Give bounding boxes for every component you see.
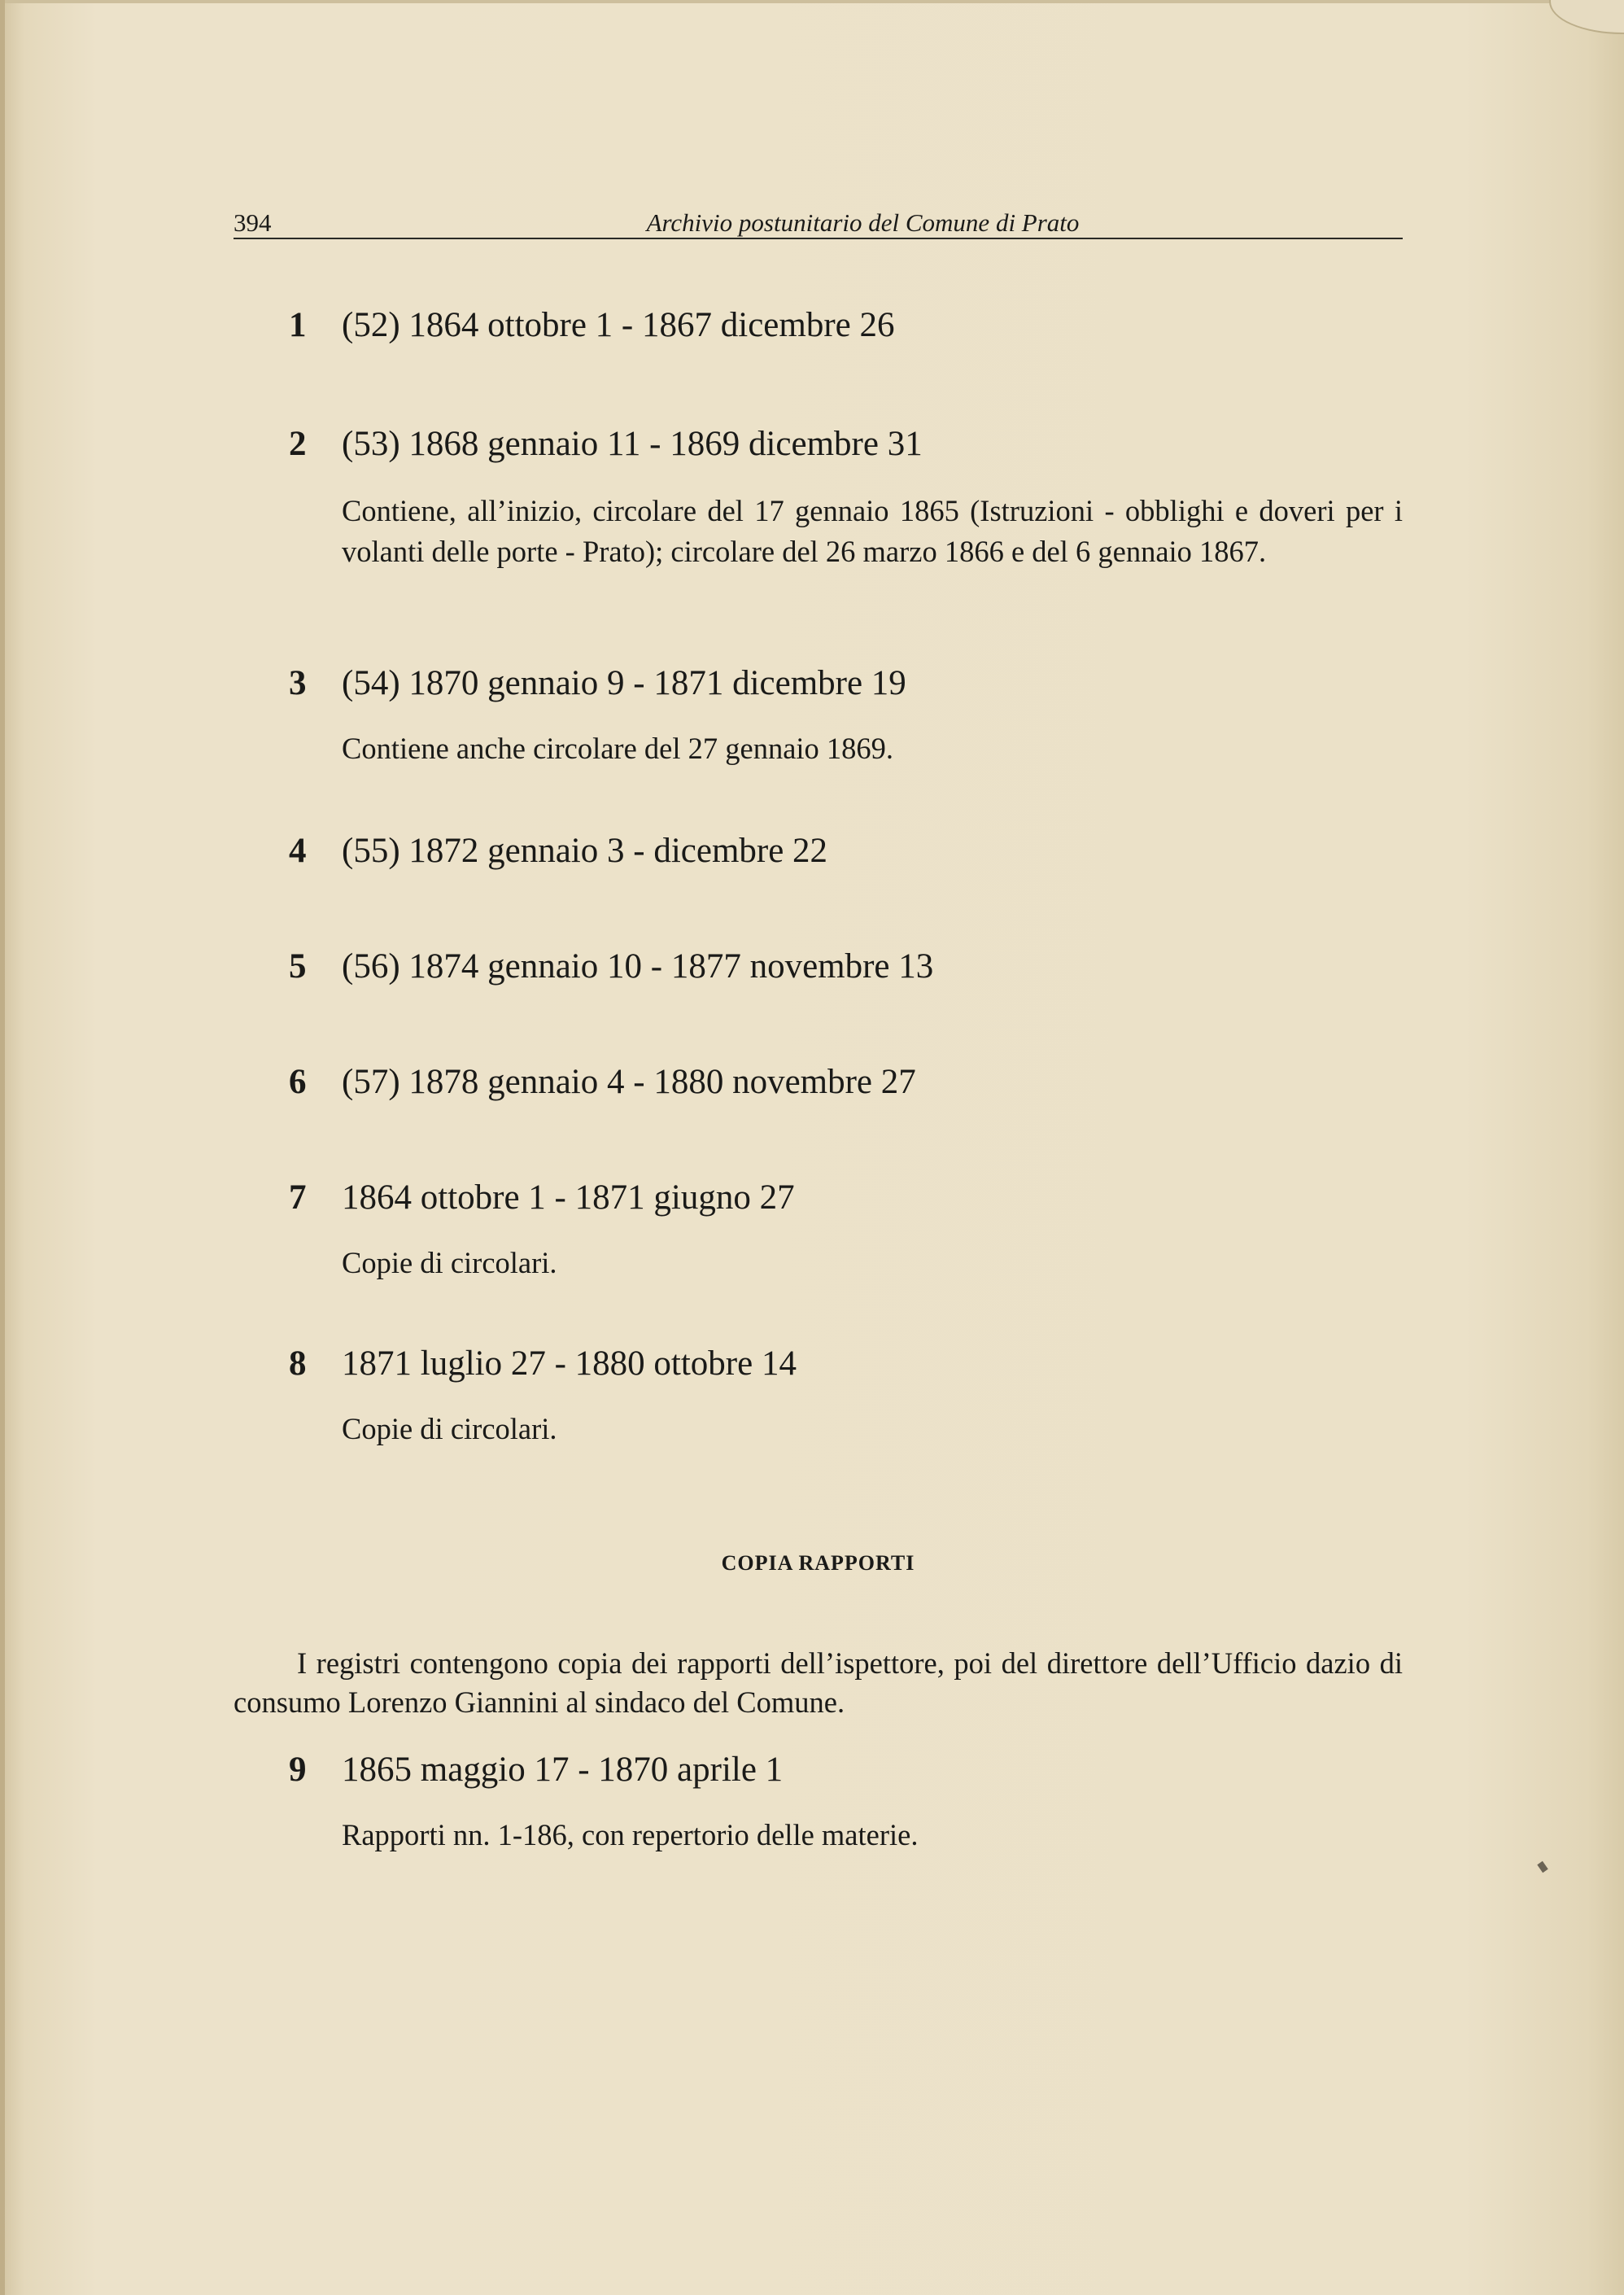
entry-8 — [234, 1344, 1403, 1445]
entry-number: 7 — [289, 1178, 307, 1217]
entry-head — [234, 424, 1403, 473]
page-corner-curl — [1549, 0, 1624, 34]
entry-dates: (55) 1872 gennaio 3 - dicembre 22 — [342, 832, 828, 870]
entry-head — [234, 831, 1403, 880]
page-number: 394 — [234, 208, 272, 237]
entry-dates: (53) 1868 gennaio 11 - 1869 dicembre 31 — [342, 425, 923, 463]
entry-dates: 1871 luglio 27 - 1880 ottobre 14 — [342, 1344, 797, 1383]
entry-note: Contiene, all’inizio, circolare del 17 gennaio 1865 (Istruzioni - obblighi e doveri per i volanti delle porte - Prato); circolare del 26 marzo 1866 e del 6 gennaio 1867. — [342, 494, 1403, 568]
entry-head — [234, 1750, 1403, 1799]
entry-7 — [234, 1178, 1403, 1279]
entry-number: 6 — [289, 1063, 307, 1101]
running-title: Archivio postunitario del Comune di Prato — [646, 208, 1080, 237]
entry-note: Rapporti nn. 1-186, con repertorio delle materie. — [342, 1818, 919, 1851]
entry-dates: 1865 maggio 17 - 1870 aprile 1 — [342, 1751, 784, 1789]
page-top-edge — [0, 0, 1624, 3]
entry-2 — [234, 424, 1403, 568]
entry-1 — [234, 305, 1403, 354]
entry-number: 1 — [289, 306, 307, 344]
entry-9 — [234, 1750, 1403, 1851]
entry-head — [234, 663, 1403, 712]
entry-number: 8 — [289, 1344, 307, 1383]
entry-head — [234, 1344, 1403, 1392]
entry-dates: (56) 1874 gennaio 10 - 1877 novembre 13 — [342, 947, 934, 986]
page-binding-edge — [0, 0, 5, 2295]
entry-dates: (54) 1870 gennaio 9 - 1871 dicembre 19 — [342, 664, 906, 702]
entry-6 — [234, 1062, 1403, 1111]
entry-number: 4 — [289, 832, 307, 870]
entry-4 — [234, 831, 1403, 880]
entry-number: 9 — [289, 1751, 307, 1789]
section-title: COPIA RAPPORTI — [721, 1551, 915, 1575]
entry-3 — [234, 663, 1403, 765]
entry-note: Copie di circolari. — [342, 1246, 557, 1279]
entry-number: 5 — [289, 947, 307, 986]
entry-5 — [234, 946, 1403, 995]
entry-head — [234, 946, 1403, 995]
section-intro: I registri contengono copia dei rapporti dell’ispettore, poi del direttore dell’Ufficio dazio di consumo Lorenzo Giannini al sindaco del Comune. — [234, 1646, 1403, 1719]
ink-speck — [1537, 1861, 1548, 1873]
entry-dates: (57) 1878 gennaio 4 - 1880 novembre 27 — [342, 1063, 916, 1101]
entry-dates: (52) 1864 ottobre 1 - 1867 dicembre 26 — [342, 306, 895, 344]
entry-note: Copie di circolari. — [342, 1412, 557, 1445]
page-content — [234, 187, 1403, 1851]
entry-head — [234, 305, 1403, 354]
entry-head — [234, 1062, 1403, 1111]
entry-note: Contiene anche circolare del 27 gennaio 1869. — [342, 732, 894, 765]
entry-head — [234, 1178, 1403, 1226]
entry-number: 3 — [289, 664, 307, 702]
running-head — [234, 187, 1403, 239]
entry-number: 2 — [289, 425, 307, 463]
entry-dates: 1864 ottobre 1 - 1871 giugno 27 — [342, 1178, 795, 1217]
